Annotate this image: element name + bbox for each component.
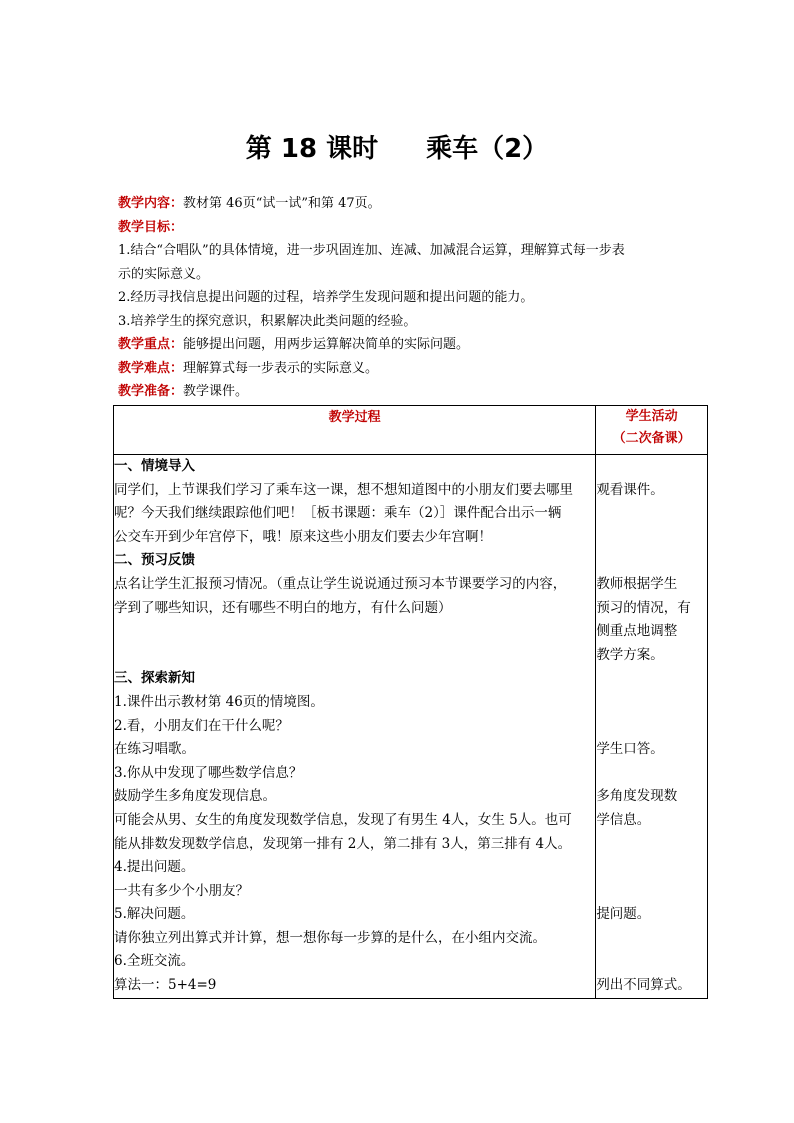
process-line: 2.看，小朋友们在干什么呢？ — [114, 717, 289, 734]
header-process: 教学过程 — [114, 406, 596, 455]
process-line: 一共有多少个小朋友？ — [114, 882, 249, 899]
process-line: 1.课件出示教材第 46页的情境图。 — [114, 693, 324, 710]
meta-key — [118, 333, 688, 357]
section-heading: 一、情境导入 — [114, 458, 195, 474]
process-line: 点名让学生汇报预习情况。（重点让学生说说通过预习本节课要学习的内容， — [114, 575, 567, 592]
process-line: 能从排数发现数学信息，发现第一排有 2人，第二排有 3人，第三排有 4人。 — [114, 835, 572, 852]
row1-process — [114, 455, 596, 999]
activity-text: 侧重点地调整 — [596, 623, 678, 640]
activity-text: 多角度发现数 — [596, 788, 678, 805]
row1-activity — [596, 455, 708, 999]
process-line: 算法一：5+4=9 — [114, 977, 217, 994]
process-line: 5.解决问题。 — [114, 906, 195, 923]
process-line: 学到了哪些知识，还有哪些不明白的地方，有什么问题） — [114, 599, 452, 616]
process-line: 4.提出问题。 — [114, 859, 195, 876]
goals-label: 教学目标： — [118, 219, 184, 235]
process-line: 在练习唱歌。 — [114, 741, 195, 758]
activity-text: 预习的情况，有 — [596, 599, 691, 616]
process-line: 呢？今天我们继续跟踪他们吧！［板书课题：乘车（2）］课件配合出示一辆 — [114, 505, 562, 522]
activity-text: 教学方案。 — [596, 646, 664, 663]
meta-difficulty — [118, 357, 688, 381]
goal-2: 2.经历寻找信息提出问题的过程，培养学生发现问题和提出问题的能力。 — [118, 290, 534, 305]
process-line: 公交车开到少年宫停下，哦！原来这些小朋友们要去少年宫啊！ — [114, 528, 492, 545]
goal-1-cont: 示的实际意义。 — [118, 266, 210, 282]
header-activity-line2: （二次备课） — [612, 431, 691, 446]
goal-3: 3.培养学生的探究意识，积累解决此类问题的经验。 — [118, 313, 417, 329]
lesson-meta — [118, 192, 688, 404]
header-activity — [596, 406, 708, 455]
header-activity-line1: 学生活动 — [625, 409, 678, 424]
meta-goals-label — [118, 216, 688, 240]
meta-prep — [118, 380, 688, 404]
goal-1: 1.结合“合唱队”的具体情境，进一步巩固连加、连减、加减混合运算，理解算式每一步表 — [118, 243, 625, 258]
table-header-row — [114, 406, 708, 455]
meta-content — [118, 192, 688, 216]
content-label: 教学内容： — [118, 196, 184, 211]
activity-text: 提问题。 — [596, 906, 651, 923]
section-heading: 三、探索新知 — [114, 670, 195, 687]
activity-text: 观看课件。 — [596, 481, 664, 498]
process-line: 鼓励学生多角度发现信息。 — [114, 788, 276, 805]
prep-label: 教学准备： — [118, 384, 184, 399]
content-text: 教材第 46页“试一试”和第 47页。 — [183, 196, 381, 211]
process-line: 可能会从男、女生的角度发现数学信息，发现了有男生 4人，女生 5人。也可 — [114, 811, 572, 828]
section-heading: 二、预习反馈 — [114, 552, 195, 569]
key-text: 能够提出问题，用两步运算解决简单的实际问题。 — [183, 337, 470, 352]
lesson-title — [0, 128, 794, 165]
activity-text: 学信息。 — [596, 811, 651, 828]
difficulty-label: 教学难点： — [118, 360, 184, 376]
prep-text: 教学课件。 — [183, 384, 249, 399]
process-line: 请你独立列出算式并计算，想一想你每一步算的是什么，在小组内交流。 — [114, 929, 546, 946]
activity-text: 学生口答。 — [596, 741, 664, 758]
difficulty-text: 理解算式每一步表示的实际意义。 — [183, 360, 379, 376]
process-line: 同学们，上节课我们学习了乘车这一课，想不想知道图中的小朋友们要去哪里 — [114, 481, 573, 498]
lesson-table — [113, 405, 708, 999]
key-label: 教学重点： — [118, 337, 184, 352]
process-line: 3.你从中发现了哪些数学信息？ — [114, 764, 303, 781]
title-lesson-name: 乘车（2） — [426, 134, 549, 164]
process-line: 6.全班交流。 — [114, 953, 195, 970]
activity-text: 列出不同算式。 — [596, 977, 691, 994]
title-lesson-number: 第 18 课时 — [245, 134, 379, 164]
activity-text: 教师根据学生 — [596, 575, 678, 592]
table-row — [114, 455, 708, 999]
